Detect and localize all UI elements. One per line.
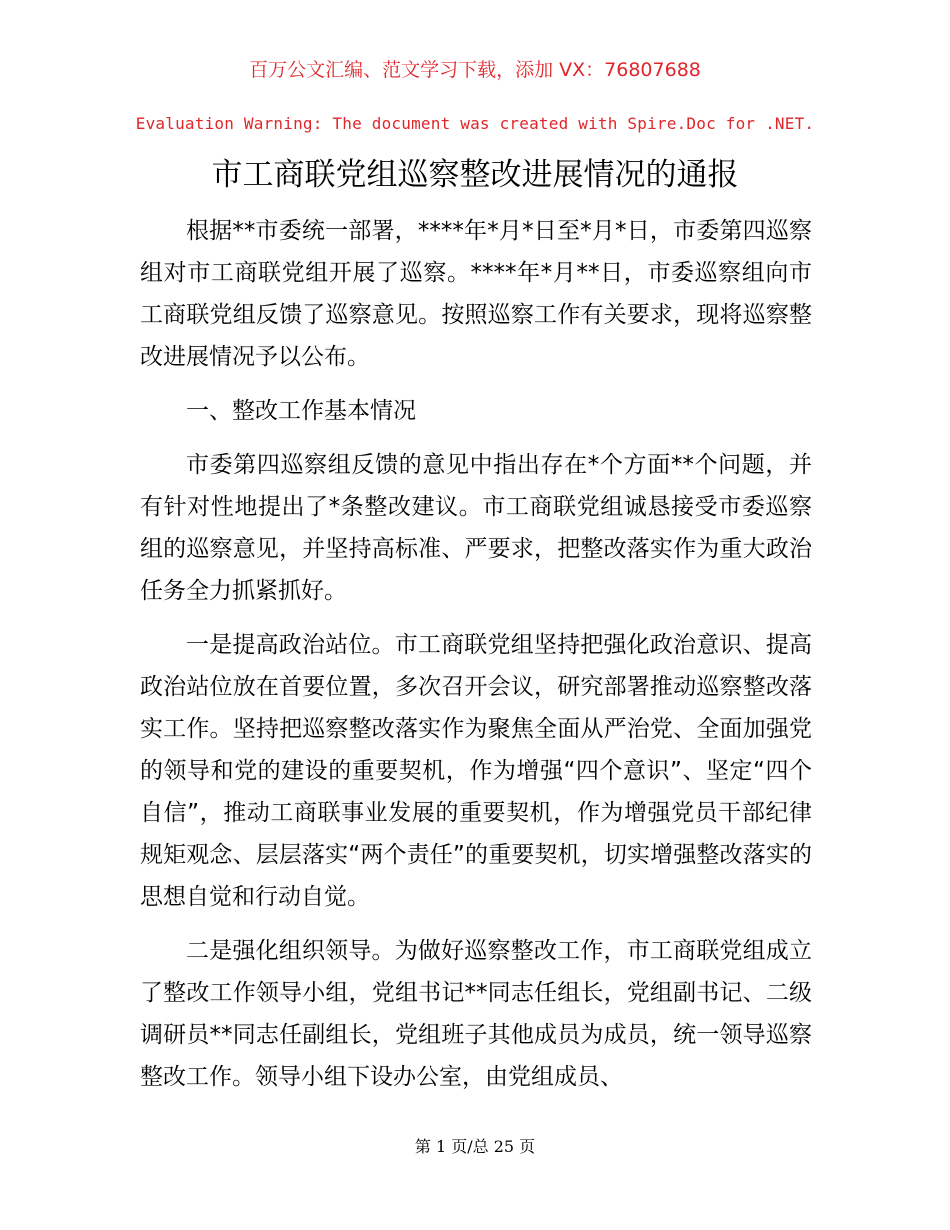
document-title: 市工商联党组巡察整改进展情况的通报 bbox=[211, 157, 739, 193]
page-number-footer: 第 1 页/总 25 页 bbox=[414, 1137, 536, 1156]
paragraph-intro: 根据**市委统一部署，****年*月*日至*月*日，市委第四巡察组对市工商联党组开展了巡察。****年*月**日，市委巡察组向市工商联党组反馈了巡察意见。按照巡察工作有关要求，现将巡察整改进展情况予以公布。 bbox=[140, 218, 812, 370]
document-body bbox=[140, 210, 812, 1110]
evaluation-warning: Evaluation Warning: The document was created with Spire.Doc for .NET. bbox=[135, 114, 815, 133]
header-banner: 百万公文汇编、范文学习下载，添加 VX：76807688 bbox=[249, 59, 701, 81]
paragraph-overview: 市委第四巡察组反馈的意见中指出存在*个方面**个问题，并有针对性地提出了*条整改建议。市工商联党组诚恳接受市委巡察组的巡察意见，并坚持高标准、严要求，把整改落实作为重大政治任务全力抓紧抓好。 bbox=[140, 452, 812, 604]
section-heading: 一、整改工作基本情况 bbox=[186, 398, 416, 424]
paragraph-political-stance: 一是提高政治站位。市工商联党组坚持把强化政治意识、提高政治站位放在首要位置，多次召开会议，研究部署推动巡察整改落实工作。坚持把巡察整改落实作为聚焦全面从严治党、全面加强党的领导和党的建设的重要契机，作为增强“四个意识”、坚定“四个自信”，推动工商联事业发展的重要契机，作为增强党员干部纪律规矩观念、层层落实“两个责任”的重要契机，切实增强整改落实的思想自觉和行动自觉。 bbox=[140, 632, 812, 910]
paragraph-organizational-leadership: 二是强化组织领导。为做好巡察整改工作，市工商联党组成立了整改工作领导小组，党组书记**同志任组长，党组副书记、二级调研员**同志任副组长，党组班子其他成员为成员，统一领导巡察整改工作。领导小组下设办公室，由党组成员、 bbox=[140, 938, 812, 1090]
